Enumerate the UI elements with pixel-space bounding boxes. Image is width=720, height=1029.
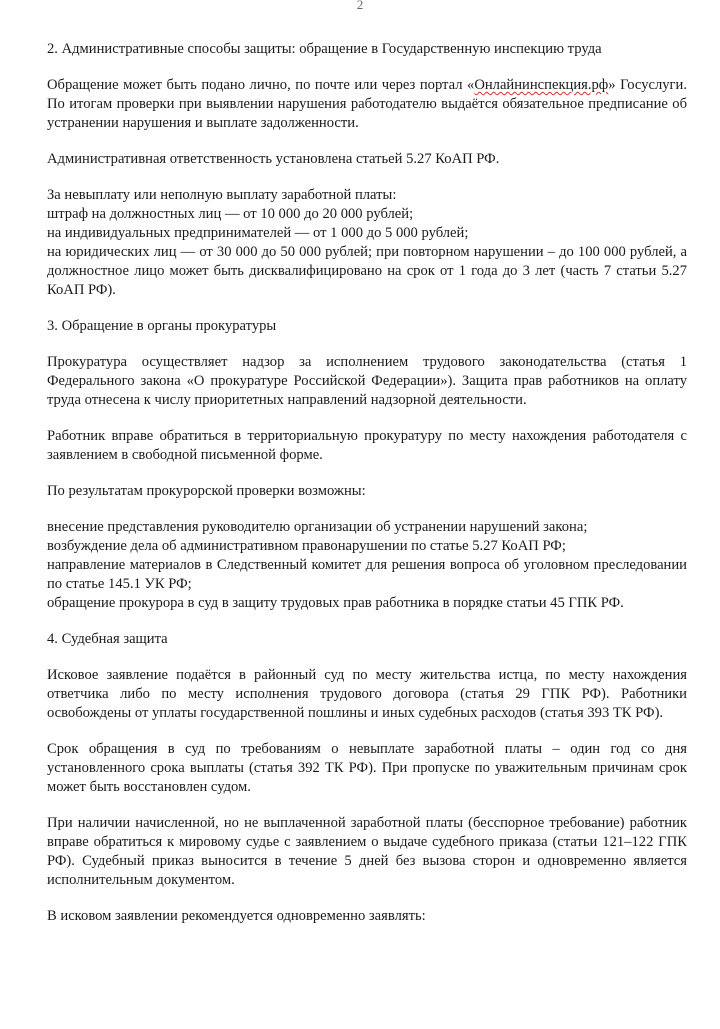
document-body [47,40,687,943]
section-4-paragraph-4: В исковом заявлении рекомендуется одновременно заявлять: [47,908,426,924]
fine-item: на индивидуальных предпринимателей — от 1 000 до 5 000 рублей; [47,225,469,241]
section-4-paragraph-2: Срок обращения в суд по требованиям о невыплате заработной платы – один год со дня установленного срока выплаты (статья 392 ТК РФ). При пропуске по уважительным причинам срок может быть восстановлен судом. [47,741,687,795]
section-2-heading: 2. Административные способы защиты: обращение в Государственную инспекцию труда [47,41,602,57]
result-item: направление материалов в Следственный комитет для решения вопроса об уголовном преследовании по статье 145.1 УК РФ; [47,557,687,592]
section-2-paragraph-2: Административная ответственность установлена статьей 5.27 КоАП РФ. [47,151,500,167]
fine-item: на юридических лиц — от 30 000 до 50 000 рублей; при повторном нарушении – до 100 000 рублей, а должностное лицо может быть дисквалифицировано на срок от 1 года до 3 лет (часть 7 статьи 5.27 КоАП РФ). [47,244,687,298]
result-item: внесение представления руководителю организации об устранении нарушений закона; [47,519,588,535]
section-4-paragraph-1: Исковое заявление подаётся в районный суд по месту жительства истца, по месту нахождения ответчика либо по месту исполнения трудового договора (статья 29 ГПК РФ). Работники освобождены от уплаты государственной пошлины и иных судебных расходов (статья 393 ТК РФ). [47,667,687,721]
section-3-heading: 3. Обращение в органы прокуратуры [47,318,277,334]
result-item: возбуждение дела об административном правонарушении по статье 5.27 КоАП РФ; [47,538,566,554]
fine-item: штраф на должностных лиц — от 10 000 до 20 000 рублей; [47,206,414,222]
fines-intro: За невыплату или неполную выплату заработной платы: [47,187,397,203]
section-3-paragraph-3: По результатам прокурорской проверки возможны: [47,483,366,499]
section-3-paragraph-2: Работник вправе обратиться в территориальную прокуратуру по месту нахождения работодателя с заявлением в свободной письменной форме. [47,428,687,463]
s2-p1-before: Обращение может быть подано лично, по почте или через портал « [47,77,475,93]
fines-block [47,186,687,300]
section-4-paragraph-3: При наличии начисленной, но не выплаченной заработной платы (бесспорное требование) работник вправе обратиться к мировому судье с заявлением о выдаче судебного приказа (статьи 121–122 ГПК РФ). Судебный приказ выносится в течение 5 дней без вызова сторон и одновременно является исполнительным документом. [47,815,687,888]
section-2-paragraph-1 [47,76,687,133]
prosecutor-results-list [47,518,687,613]
s2-p1-after: » Госуслуги. По итогам проверки при выявлении нарушения работодателю выдаётся обязательное предписание об устранении нарушения и выплате задолженности. [47,77,688,131]
section-3-paragraph-1: Прокуратура осуществляет надзор за исполнением трудового законодательства (статья 1 Федерального закона «О прокуратуре Российской Федерации»). Защита прав работников на оплату труда отнесена к числу приоритетных направлений надзорной деятельности. [47,354,687,408]
result-item: обращение прокурора в суд в защиту трудовых прав работника в порядке статьи 45 ГПК РФ. [47,595,624,611]
portal-link-text: Онлайнинспекция.рф [474,77,609,93]
page-number: 2 [356,0,364,12]
section-4-heading: 4. Судебная защита [47,631,168,647]
